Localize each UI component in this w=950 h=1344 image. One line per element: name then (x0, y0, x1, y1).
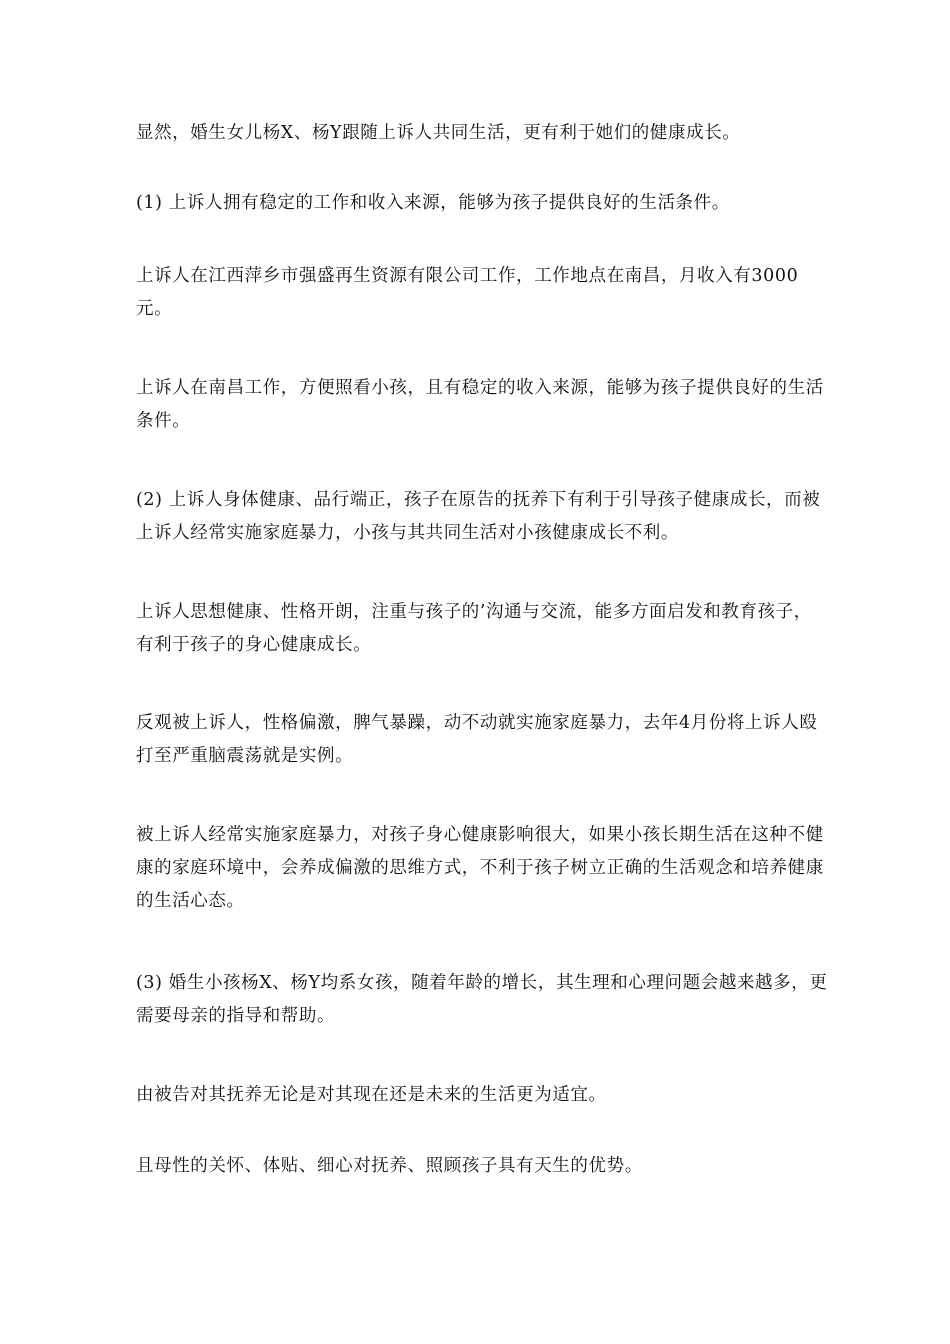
paragraph-6: 上诉人思想健康、性格开朗，注重与孩子的’沟通与交流，能多方面启发和教育孩子，有利于孩子的身心健康成长。 (136, 602, 812, 655)
paragraph-4: 上诉人在南昌工作，方便照看小孩，且有稳定的收入来源，能够为孩子提供良好的生活条件。 (136, 378, 824, 431)
paragraph-2: (1) 上诉人拥有稳定的工作和收入来源，能够为孩子提供良好的生活条件。 (136, 193, 730, 213)
paragraph-9: (3) 婚生小孩杨X、杨Y均系女孩，随着年龄的增长，其生理和心理问题会越来越多，更需要母亲的指导和帮助。 (136, 973, 828, 1026)
paragraph-5: (2) 上诉人身体健康、品行端正，孩子在原告的抚养下有利于引导孩子健康成长，而被上诉人经常实施家庭暴力，小孩与其共同生活对小孩健康成长不利。 (136, 490, 821, 543)
paragraph-11: 且母性的关怀、体贴、细心对抚养、照顾孩子具有天生的优势。 (136, 1156, 643, 1176)
paragraph-1: 显然，婚生女儿杨X、杨Y跟随上诉人共同生活，更有利于她们的健康成长。 (136, 123, 741, 143)
paragraph-3: 上诉人在江西萍乡市强盛再生资源有限公司工作，工作地点在南昌，月收入有3000元。 (136, 266, 799, 319)
paragraph-10: 由被告对其抚养无论是对其现在还是未来的生活更为适宜。 (136, 1085, 607, 1105)
paragraph-7: 反观被上诉人，性格偏激，脾气暴躁，动不动就实施家庭暴力，去年4月份将上诉人殴打至严重脑震荡就是实例。 (136, 713, 818, 766)
paragraph-8: 被上诉人经常实施家庭暴力，对孩子身心健康影响很大，如果小孩长期生活在这种不健康的家庭环境中，会养成偏激的思维方式，不利于孩子树立正确的生活观念和培养健康的生活心态。 (136, 825, 824, 911)
